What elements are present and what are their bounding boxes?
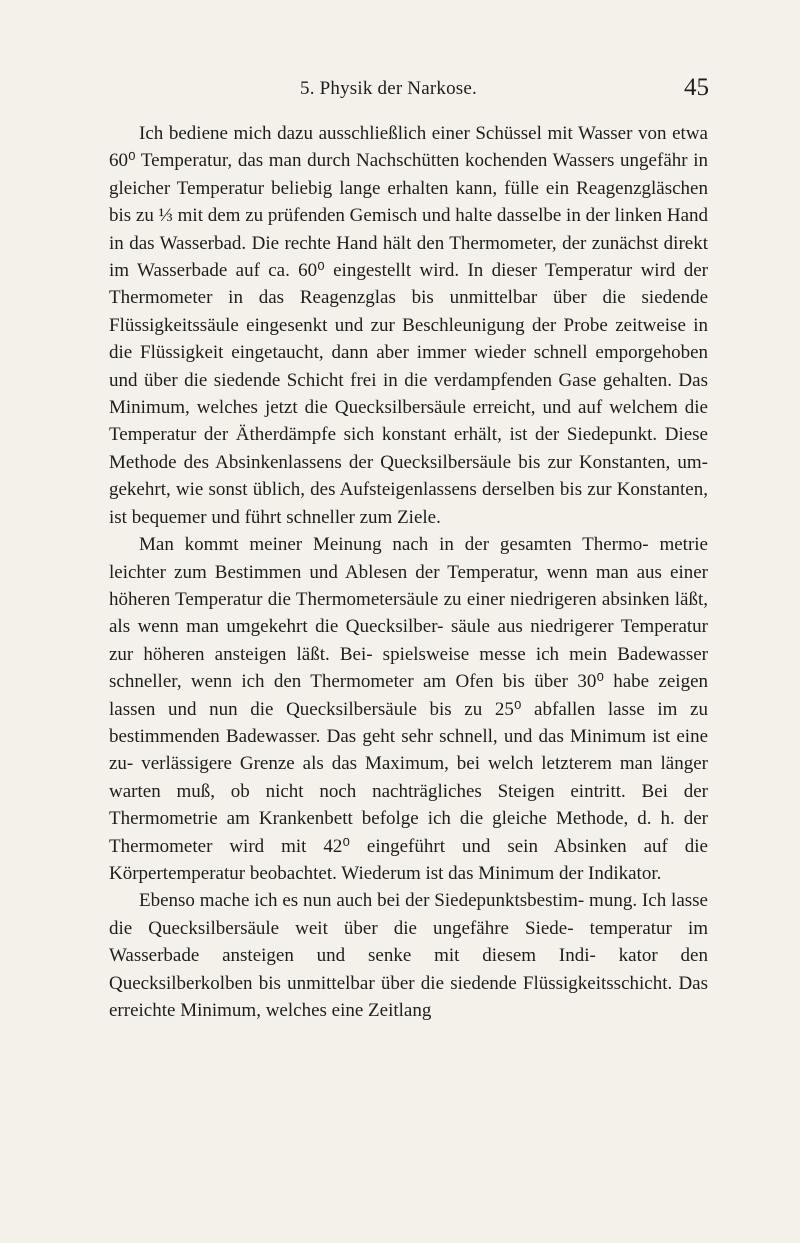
body-text xyxy=(109,120,708,1024)
paragraph-3: Ebenso mache ich es nun auch bei der Siedepunktsbestim- mung. Ich lasse die Quecksilbersäule weit über die ungefähre Siede- temperatur im Wasserbade ansteigen und senke mit diesem Indi- kator den Quecksilberkolben bis unmittelbar über die siedende Flüssigkeitsschicht. Das erreichte Minimum, welches eine Zeitlang xyxy=(109,890,708,1021)
paragraph-1: Ich bediene mich dazu ausschließlich einer Schüssel mit Wasser von etwa 60⁰ Temperatur, das man durch Nachschütten kochenden Wassers ungefähr in gleicher Temperatur beliebig lange erhalten kann, fülle ein Reagenzgläschen bis zu ⅓ mit dem zu prüfenden Gemisch und halte dasselbe in der linken Hand in das Wasserbad. Die rechte Hand hält den Thermometer, der zunächst direkt im Wasserbade auf ca. 60⁰ eingestellt wird. In dieser Temperatur wird der Thermometer in das Reagenzglas bis unmittelbar über die siedende Flüssigkeitssäule eingesenkt und zur Beschleunigung der Probe zeitweise in die Flüssigkeit eingetaucht, dann aber immer wieder schnell emporgehoben und über die siedende Schicht frei in die verdampfenden Gase gehalten. Das Minimum, welches jetzt die Quecksilbersäule erreicht, und auf welchem die Temperatur der Ätherdämpfe sich konstant erhält, ist der Siedepunkt. Diese Methode des Absinkenlassens der Quecksilbersäule bis zur Konstanten, um- gekehrt, wie sonst üblich, des Aufsteigenlassens derselben bis zur Konstanten, ist bequemer und führt schneller zum Ziele. xyxy=(109,123,708,528)
page-number: 45 xyxy=(684,74,709,101)
paragraph-2: Man kommt meiner Meinung nach in der gesamten Thermo- metrie leichter zum Bestimmen und Ablesen der Temperatur, wenn man aus einer höheren Temperatur die Thermometersäule zu einer niedrigeren absinken läßt, als wenn man umgekehrt die Quecksilber- säule aus niedrigerer Temperatur zur höheren ansteigen läßt. Bei- spielsweise messe ich mein Badewasser schneller, wenn ich den Thermometer am Ofen bis über 30⁰ habe zeigen lassen und nun die Quecksilbersäule bis zu 25⁰ abfallen lasse im zu bestimmenden Badewasser. Das geht sehr schnell, und das Minimum ist eine zu- verlässigere Grenze als das Maximum, bei welch letzterem man länger warten muß, ob nicht noch nachträgliches Steigen eintritt. Bei der Thermometrie am Krankenbett befolge ich die gleiche Methode, d. h. der Thermometer wird mit 42⁰ eingeführt und sein Absinken auf die Körpertemperatur beobachtet. Wiederum ist das Minimum der Indikator. xyxy=(109,534,708,884)
running-head xyxy=(0,74,800,108)
header-title: 5. Physik der Narkose. xyxy=(300,78,477,99)
